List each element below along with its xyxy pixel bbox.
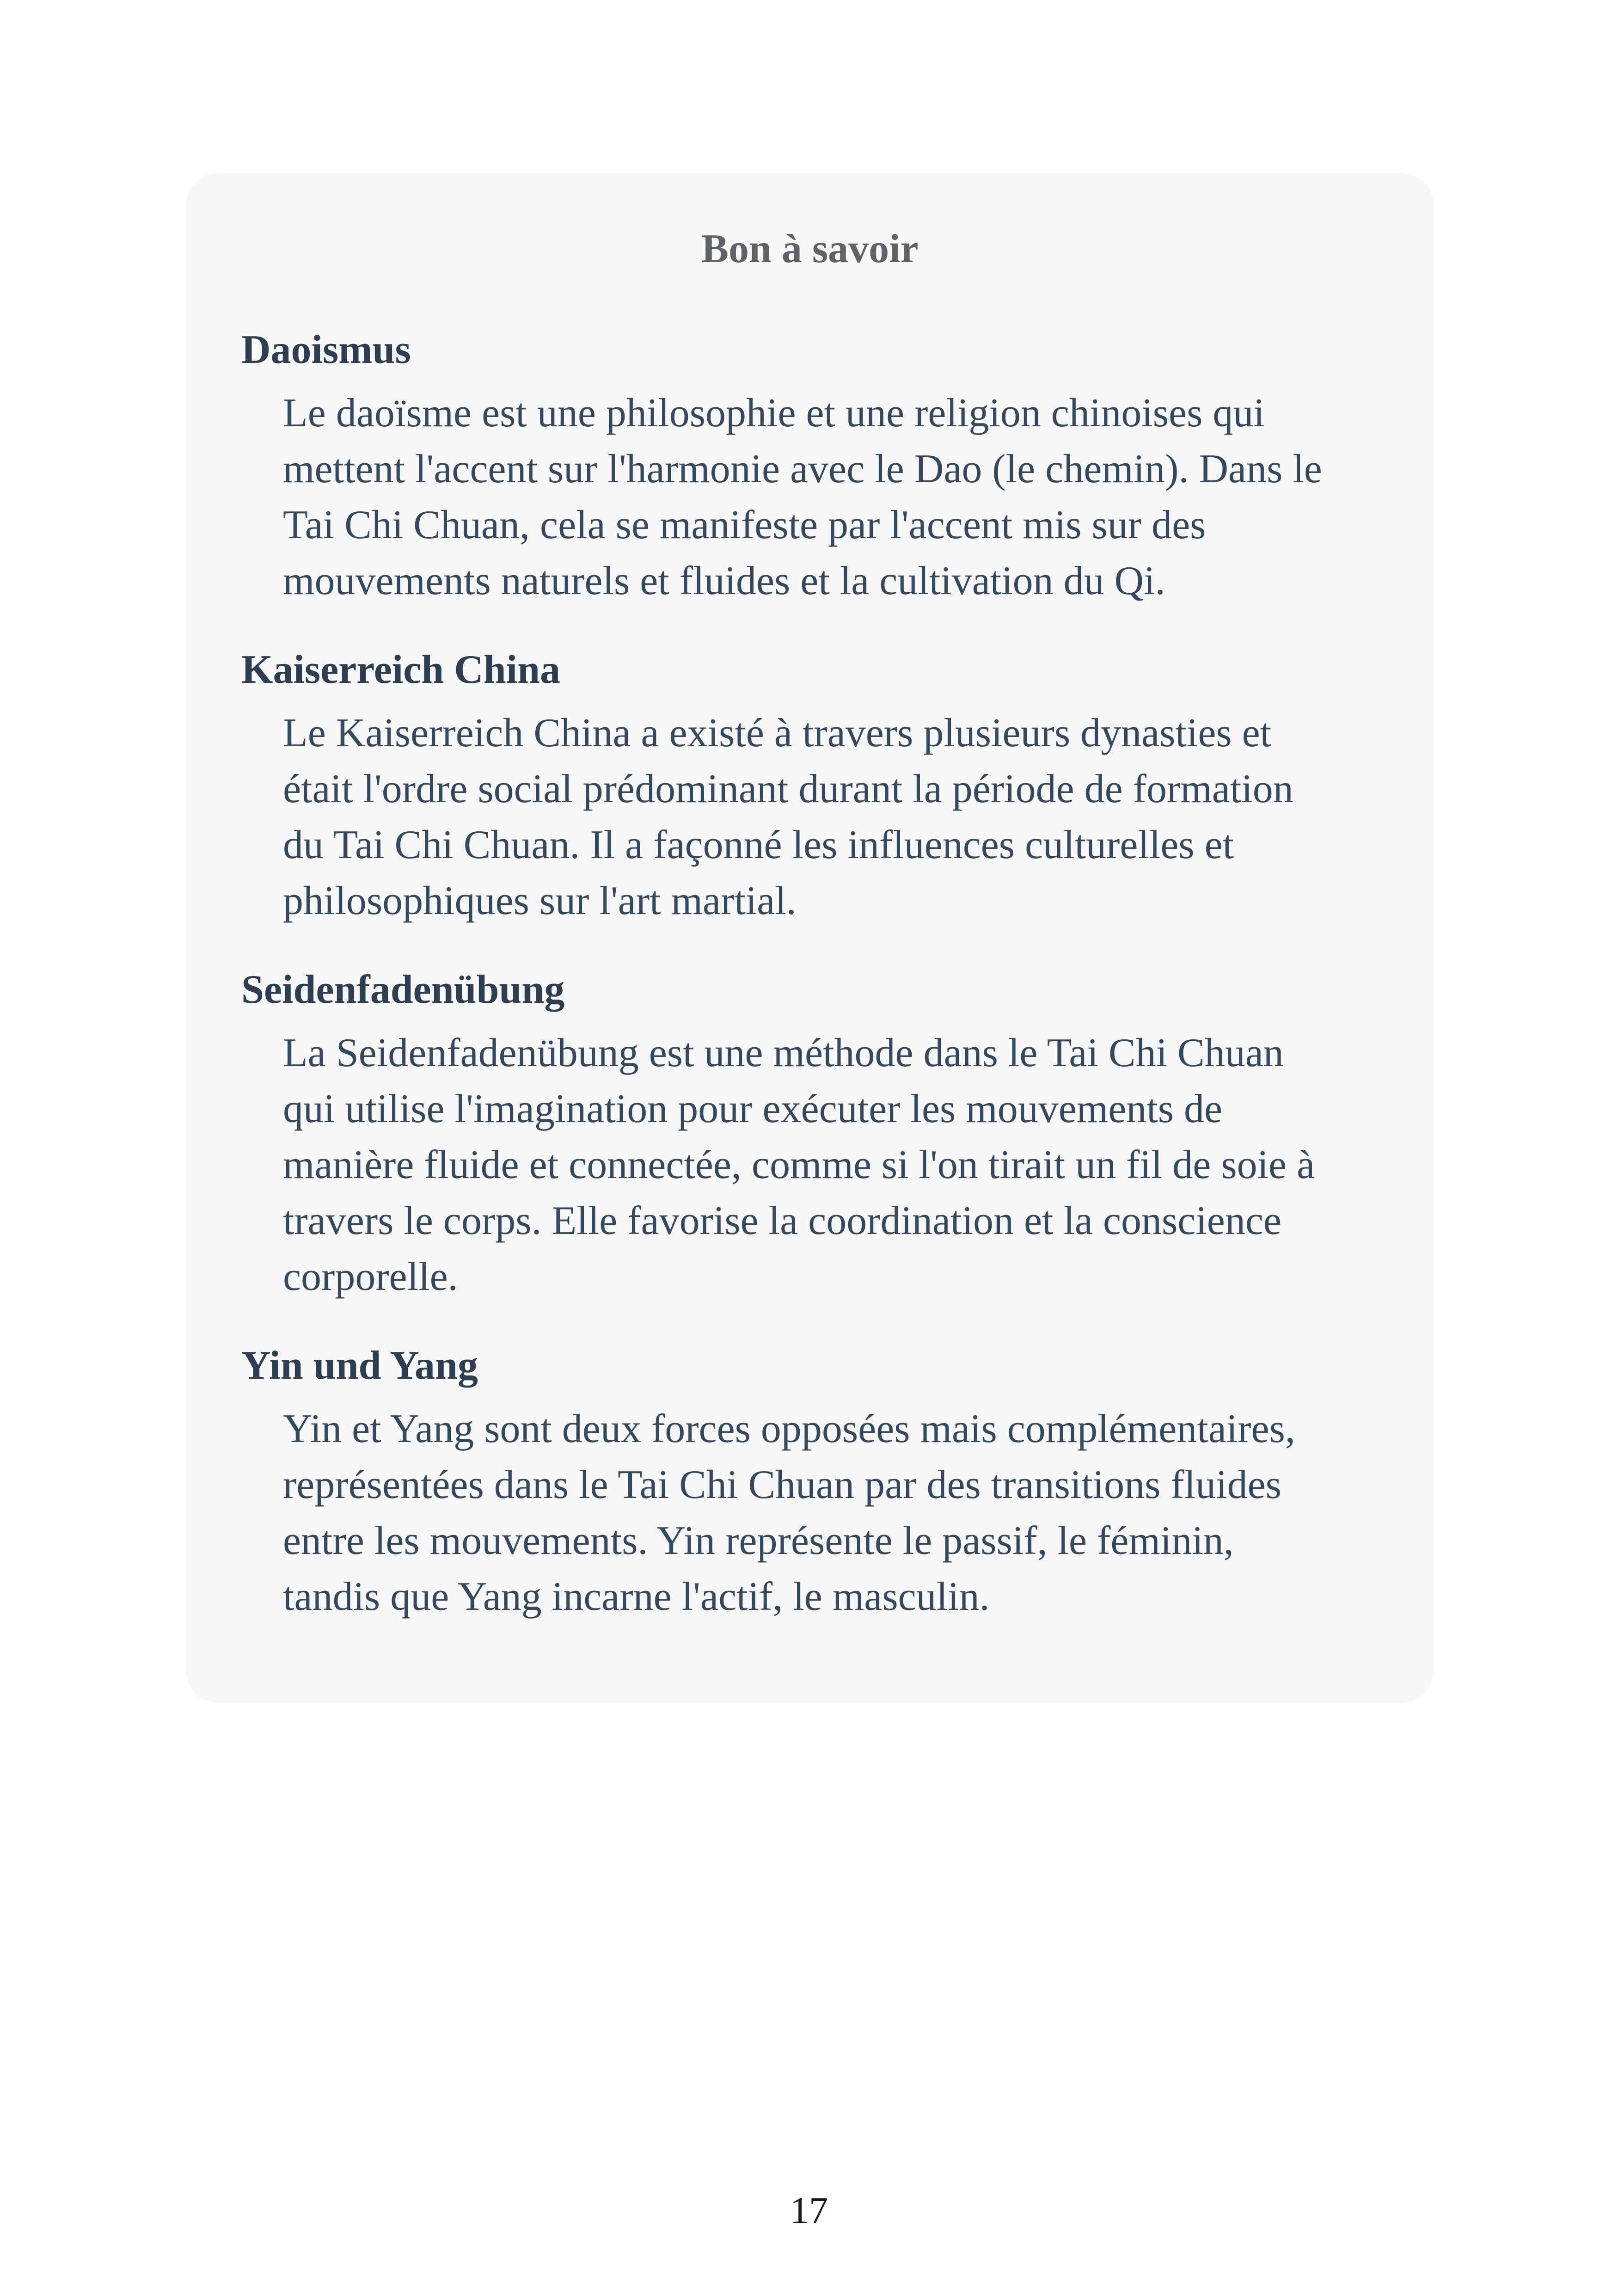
definition-line: travers le corps. Elle favorise la coordination et la conscience bbox=[283, 1198, 1281, 1243]
definition-line: Le daoïsme est une philosophie et une religion chinoises qui bbox=[283, 391, 1265, 436]
glossary-definition bbox=[283, 1025, 1388, 1305]
glossary-definition bbox=[283, 1401, 1388, 1625]
glossary-entry-daoismus bbox=[241, 327, 1388, 609]
definition-line: était l'ordre social prédominant durant la période de formation bbox=[283, 767, 1293, 811]
definition-line: philosophiques sur l'art martial. bbox=[283, 878, 797, 923]
glossary-entry-seidenfadenuebung bbox=[241, 967, 1388, 1305]
glossary-definition bbox=[283, 385, 1388, 609]
glossary-term: Kaiserreich China bbox=[241, 647, 561, 692]
glossary-term: Yin und Yang bbox=[241, 1343, 478, 1388]
definition-line: mettent l'accent sur l'harmonie avec le Dao (le chemin). Dans le bbox=[283, 447, 1322, 491]
definition-line: représentées dans le Tai Chi Chuan par des transitions fluides bbox=[283, 1462, 1281, 1507]
definition-line: entre les mouvements. Yin représente le passif, le féminin, bbox=[283, 1518, 1234, 1563]
glossary-entry-kaiserreich-china bbox=[241, 647, 1388, 929]
definition-line: du Tai Chi Chuan. Il a façonné les influences culturelles et bbox=[283, 823, 1234, 867]
definition-line: manière fluide et connectée, comme si l'on tirait un fil de soie à bbox=[283, 1142, 1315, 1187]
page-number: 17 bbox=[790, 2189, 828, 2231]
definition-line: Tai Chi Chuan, cela se manifeste par l'accent mis sur des bbox=[283, 503, 1206, 547]
definition-line: corporelle. bbox=[283, 1254, 458, 1299]
info-box-title: Bon à savoir bbox=[701, 227, 919, 271]
definition-line: tandis que Yang incarne l'actif, le masculin. bbox=[283, 1574, 990, 1619]
glossary-entry-yin-und-yang bbox=[241, 1345, 1388, 1625]
glossary-term: Seidenfadenübung bbox=[241, 967, 565, 1012]
definition-line: La Seidenfadenübung est une méthode dans le Tai Chi Chuan bbox=[283, 1031, 1284, 1075]
info-box bbox=[186, 173, 1434, 1703]
definition-line: Yin et Yang sont deux forces opposées mais complémentaires, bbox=[283, 1406, 1295, 1451]
glossary-term: Daoismus bbox=[241, 327, 411, 372]
definition-line: qui utilise l'imagination pour exécuter les mouvements de bbox=[283, 1087, 1223, 1131]
definition-line: Le Kaiserreich China a existé à travers plusieurs dynasties et bbox=[283, 711, 1272, 755]
definition-line: mouvements naturels et fluides et la cultivation du Qi. bbox=[283, 559, 1165, 603]
glossary-definition bbox=[283, 705, 1388, 929]
